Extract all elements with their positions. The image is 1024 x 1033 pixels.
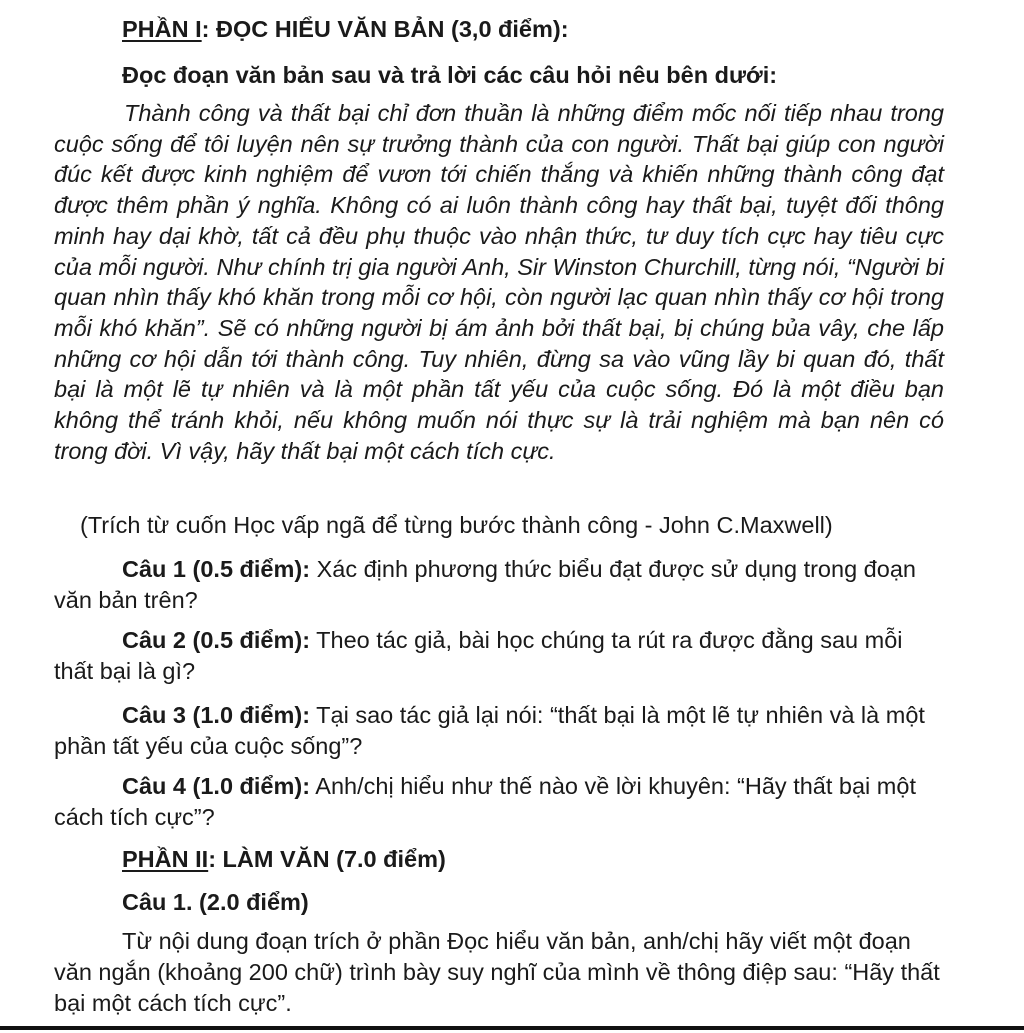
question-label: Câu 3 (1.0 điểm): xyxy=(122,702,311,728)
part2-question1-label: Câu 1. (2.0 điểm) xyxy=(122,889,309,915)
question-text: Theo tác giả, bài học chúng ta rút ra được đằng sau mỗi thất bại là gì? xyxy=(54,627,903,684)
question-text: Tại sao tác giả lại nói: “thất bại là một lẽ tự nhiên và là một phần tất yếu của cuộc sống”? xyxy=(54,702,925,759)
part1-title xyxy=(122,18,569,42)
question-text: Xác định phương thức biểu đạt được sử dụng trong đoạn văn bản trên? xyxy=(54,556,916,613)
essay-prompt: Từ nội dung đoạn trích ở phần Đọc hiểu văn bản, anh/chị hãy viết một đoạn văn ngắn (khoảng 200 chữ) trình bày suy nghĩ của mình về thông điệp sau: “Hãy thất bại một cách tích cực”. xyxy=(54,928,940,1016)
question-3 xyxy=(54,700,944,761)
part2-title-prefix: PHẦN II xyxy=(122,846,209,872)
question-label: Câu 4 (1.0 điểm): xyxy=(122,773,311,799)
question-4 xyxy=(54,771,944,832)
question-label: Câu 2 (0.5 điểm): xyxy=(122,627,311,653)
part2-title-rest: : LÀM VĂN (7.0 điểm) xyxy=(208,846,446,872)
part1-title-prefix: PHẦN I xyxy=(122,16,202,42)
bottom-divider xyxy=(0,1026,1024,1030)
part2-title xyxy=(122,848,446,872)
part1-instruction: Đọc đoạn văn bản sau và trả lời các câu hỏi nêu bên dưới: xyxy=(122,62,778,88)
passage-source: (Trích từ cuốn Học vấp ngã để từng bước thành công - John C.Maxwell) xyxy=(80,512,833,538)
question-1 xyxy=(54,554,944,615)
question-label: Câu 1 (0.5 điểm): xyxy=(122,556,311,582)
question-text: Anh/chị hiểu như thế nào về lời khuyên: “Hãy thất bại một cách tích cực”? xyxy=(54,773,916,830)
reading-passage: Thành công và thất bại chỉ đơn thuần là những điểm mốc nối tiếp nhau trong cuộc sống để tôi luyện nên sự trưởng thành của con người. Thất bại giúp con người đúc kết được kinh nghiệm để vươn tới chiến thắng và khiến những thành công đạt được thêm phần ý nghĩa. Không có ai luôn thành công hay thất bại, tuyệt đối thông minh hay dại khờ, tất cả đều phụ thuộc vào nhận thức, tư duy tích cực hay tiêu cực của mỗi người. Như chính trị gia người Anh, Sir Winston Churchill, từng nói, “Người bi quan nhìn thấy khó khăn trong mỗi cơ hội, còn người lạc quan nhìn thấy cơ hội trong mỗi khó khăn”. Sẽ có những người bị ám ảnh bởi thất bại, bị chúng bủa vây, che lấp những cơ hội dẫn tới thành công. Tuy nhiên, đừng sa vào vũng lầy bi quan đó, thất bại là một lẽ tự nhiên và là một phần tất yếu của cuộc sống. Đó là một điều bạn không thể tránh khỏi, nếu không muốn nói thực sự là trải nghiệm mà bạn nên có trong đời. Vì vậy, hãy thất bại một cách tích cực. xyxy=(54,100,944,464)
question-2 xyxy=(54,625,944,686)
part1-title-rest: : ĐỌC HIỂU VĂN BẢN (3,0 điểm): xyxy=(201,16,569,42)
